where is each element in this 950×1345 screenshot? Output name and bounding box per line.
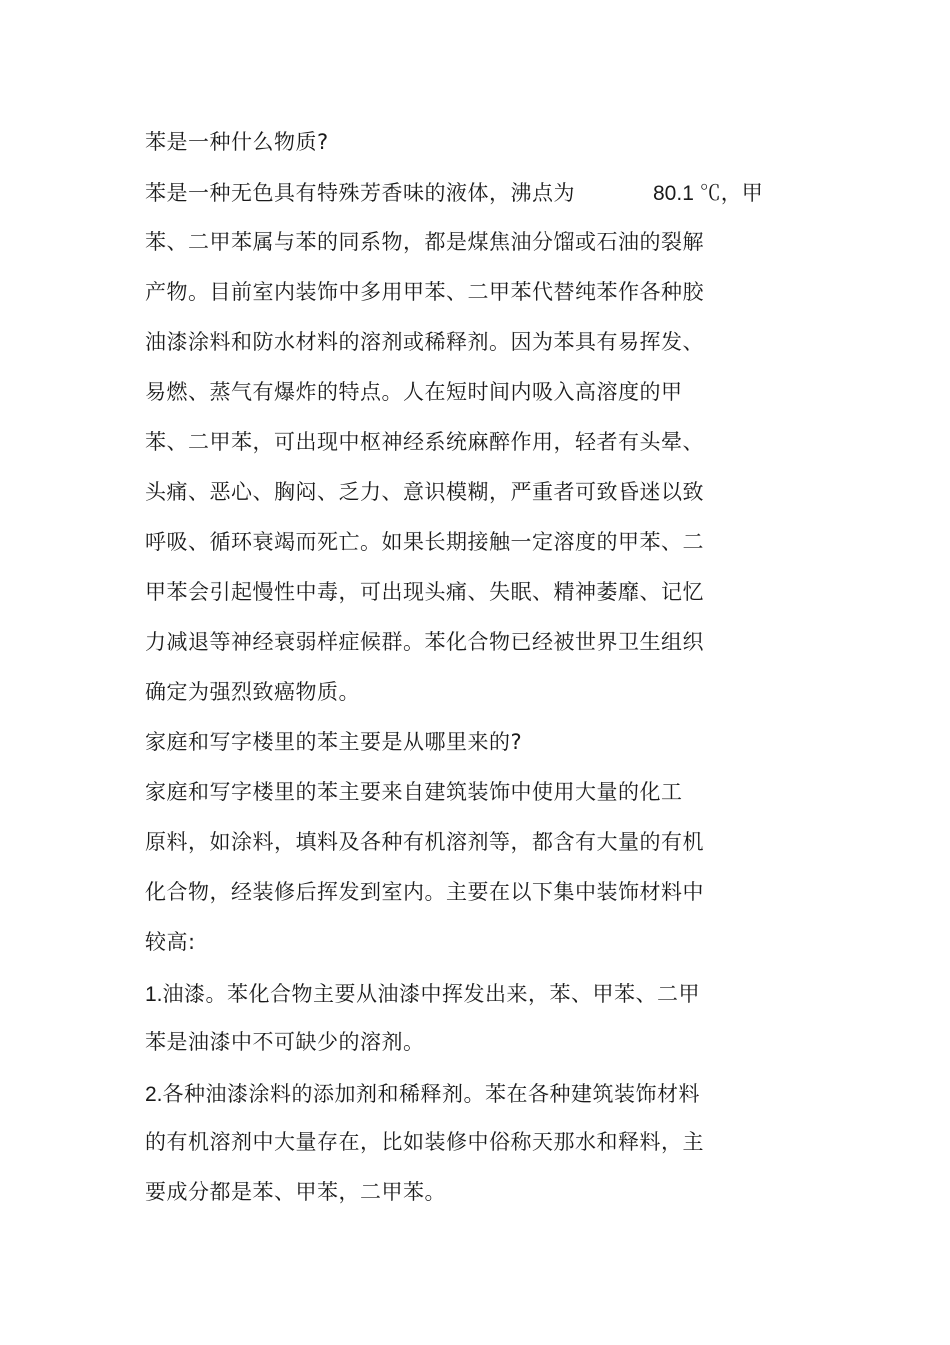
paragraph-1-line-2: 苯、二甲苯属与苯的同系物，都是煤焦油分馏或石油的裂解 [145, 230, 704, 254]
paragraph-1-line-5: 易燃、蒸气有爆炸的特点。人在短时间内吸入高溶度的甲 [145, 380, 683, 404]
paragraph-1-line-4: 油漆涂料和防水材料的溶剂或稀释剂。因为苯具有易挥发、 [145, 330, 704, 354]
paragraph-1-line-1 [145, 179, 763, 208]
paragraph-2-line-4: 较高: [145, 930, 196, 954]
list-item-1-text: 油漆。苯化合物主要从油漆中挥发出来，苯、甲苯、二甲 [162, 982, 701, 1006]
paragraph-1-line-11: 确定为强烈致癌物质。 [145, 680, 360, 704]
paragraph-1-line-10: 力减退等神经衰弱样症候群。苯化合物已经被世界卫生组织 [145, 630, 704, 654]
paragraph-1-line-6: 苯、二甲苯，可出现中枢神经系统麻醉作用，轻者有头晕、 [145, 430, 704, 454]
list-item-2-line-3: 要成分都是苯、甲苯，二甲苯。 [145, 1180, 446, 1204]
paragraph-1-line-1-text: 苯是一种无色具有特殊芳香味的液体，沸点为 [145, 181, 575, 205]
paragraph-2-line-2: 原料，如涂料，填料及各种有机溶剂等，都含有大量的有机 [145, 830, 704, 854]
boiling-point-text: 80.1 ℃，甲 [653, 182, 763, 205]
paragraph-1-line-3: 产物。目前室内装饰中多用甲苯、二甲苯代替纯苯作各种胶 [145, 280, 704, 304]
paragraph-1-line-9: 甲苯会引起慢性中毒，可出现头痛、失眠、精神萎靡、记忆 [145, 580, 704, 604]
list-item-2-line-2: 的有机溶剂中大量存在，比如装修中俗称天那水和释料，主 [145, 1130, 704, 1154]
paragraph-2-line-1: 家庭和写字楼里的苯主要来自建筑装饰中使用大量的化工 [145, 780, 683, 804]
paragraph-2-line-3: 化合物，经装修后挥发到室内。主要在以下集中装饰材料中 [145, 880, 704, 904]
heading-benzene-source: 家庭和写字楼里的苯主要是从哪里来的? [145, 730, 523, 754]
list-item-2-text: 各种油漆涂料的添加剂和稀释剂。苯在各种建筑装饰材料 [162, 1082, 701, 1106]
list-item-2-line-1 [145, 1080, 700, 1109]
list-item-1-line-2: 苯是油漆中不可缺少的溶剂。 [145, 1030, 425, 1054]
list-item-2-number: 2. [145, 1083, 163, 1106]
heading-what-is-benzene: 苯是一种什么物质? [145, 130, 329, 154]
list-item-1-number: 1. [145, 983, 163, 1006]
list-item-1-line-1 [145, 980, 700, 1009]
paragraph-1-line-7: 头痛、恶心、胸闷、乏力、意识模糊，严重者可致昏迷以致 [145, 480, 704, 504]
paragraph-1-line-8: 呼吸、循环衰竭而死亡。如果长期接触一定溶度的甲苯、二 [145, 530, 704, 554]
